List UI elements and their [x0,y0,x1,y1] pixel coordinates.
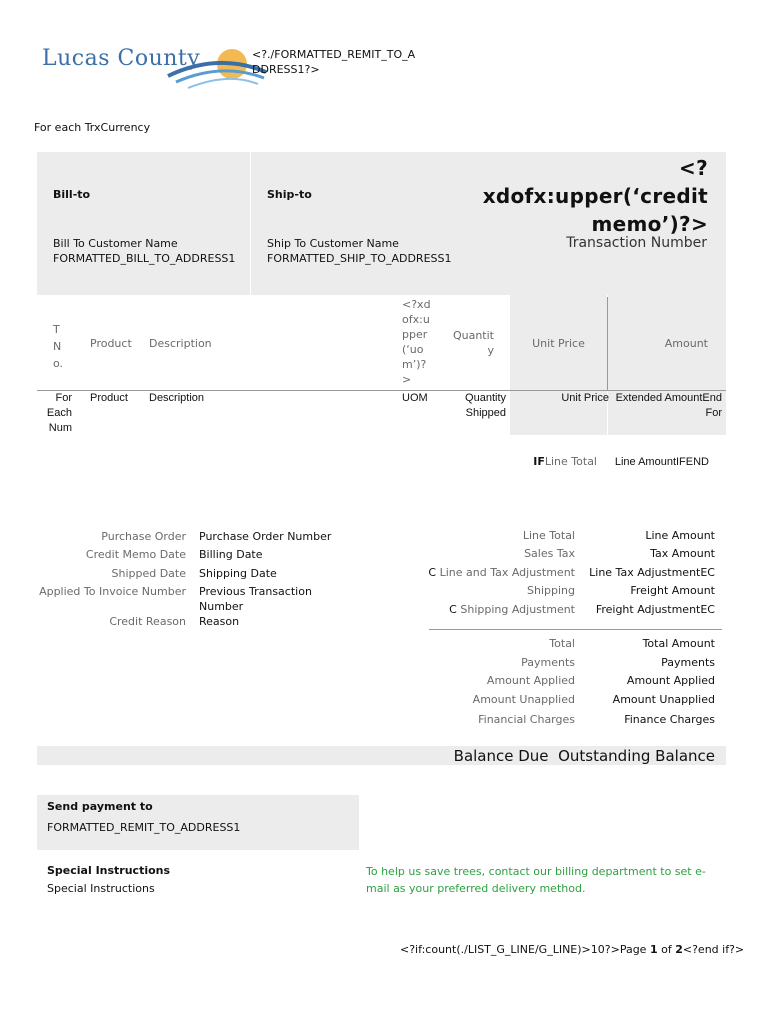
remit-to-address-top: <?./FORMATTED_REMIT_TO_ADDRESS1?> [252,48,416,76]
total-label: Shipping [527,584,575,597]
if-label: Line Total [544,455,597,468]
page-footer [400,943,745,956]
info-value: Reason [199,615,240,628]
send-payment-title: Send payment to [47,800,153,813]
total-value: Amount Applied [626,674,715,687]
info-label: Shipped Date [111,567,186,580]
special-instructions-title: Special Instructions [47,864,171,877]
total-label: Amount Applied [486,674,575,687]
ship-to-title: Ship-to [267,188,312,201]
bill-to-title: Bill-to [53,188,91,201]
total-value: Freight AdjustmentEC [595,603,715,616]
total-label: C Shipping Adjustment [449,603,575,616]
line-num: For Each Num [46,392,72,434]
transaction-number: Transaction Number [566,235,707,251]
info-value: Previous Transaction Number [199,585,312,613]
total-value: Line Amount [645,529,715,542]
info-label: Credit Memo Date [85,548,186,561]
send-payment-address: FORMATTED_REMIT_TO_ADDRESS1 [47,821,241,834]
total-label: Line Total [522,529,575,542]
paperless-note: To help us save trees, contact our billing department to set e-mail as your preferred delivery method. [366,865,706,895]
col-header-tno: T N o. [53,323,64,370]
total-label: Amount Unapplied [472,693,575,706]
totals-divider [429,629,722,630]
line-quantity: Quantity Shipped [465,392,506,419]
if-line-total-label [520,455,597,468]
col-header-unit-price: Unit Price [532,337,585,350]
line-unit-price: Unit Price [561,392,609,404]
col-header-product: Product [90,337,132,350]
ship-to-block [267,236,452,266]
special-instructions-text: Special Instructions [47,882,155,895]
info-value: Billing Date [199,548,263,561]
line-product: Product [90,392,128,404]
total-label: C Line and Tax Adjustment [428,566,575,579]
info-label: Applied To Invoice Number [39,585,186,598]
balance-due [430,747,715,765]
total-label: Sales Tax [524,547,575,560]
line-amount: Extended AmountEnd For [615,392,722,419]
total-value: Tax Amount [650,547,715,560]
total-value: Amount Unapplied [612,693,715,706]
total-label: Financial Charges [478,713,575,726]
total-value: Line Tax AdjustmentEC [589,566,715,579]
line-uom: UOM [402,392,428,404]
footer-page-total: 2 [675,943,683,956]
total-value: Payments [661,656,715,669]
info-label: Purchase Order [101,530,186,543]
balance-label: Balance Due [453,747,549,765]
line-description: Description [149,392,205,404]
if-line-amount: Line AmountIFEND [614,456,709,468]
lucas-county-logo [40,38,230,94]
footer-of: of [657,943,676,956]
total-value: Freight Amount [630,584,715,597]
col-header-description: Description [149,337,212,350]
logo-text: Lucas County [42,46,201,71]
bill-to-name: Bill To Customer Name [53,237,178,250]
info-label: Credit Reason [109,615,186,628]
balance-value: Outstanding Balance [558,747,715,765]
bill-to-block [53,236,235,266]
footer-post: <?end if?> [682,943,745,956]
document-title: <?xdofx:upper(‘credit memo’)?> [482,156,708,236]
ship-to-name: Ship To Customer Name [267,237,399,250]
for-each-currency: For each TrxCurrency [34,121,151,134]
bill-to-address: FORMATTED_BILL_TO_ADDRESS1 [53,252,236,265]
total-value: Finance Charges [624,713,715,726]
col-header-amount: Amount [664,337,708,350]
info-value: Purchase Order Number [199,530,332,543]
info-value: Shipping Date [199,567,277,580]
header-divider [250,152,251,295]
total-label: Total [549,637,575,650]
total-value: Total Amount [642,637,715,650]
ship-to-address: FORMATTED_SHIP_TO_ADDRESS1 [267,252,452,265]
footer-pre: <?if:count(./LIST_G_LINE/G_LINE)>10?>Page [400,943,650,956]
col-header-uom: <?xdofx:upper(‘uom’)?> [402,298,431,386]
if-prefix: IF [533,455,545,468]
footer-page-number: 1 [649,943,658,956]
col-header-quantity: Quantity [452,329,494,357]
total-label: Payments [521,656,575,669]
